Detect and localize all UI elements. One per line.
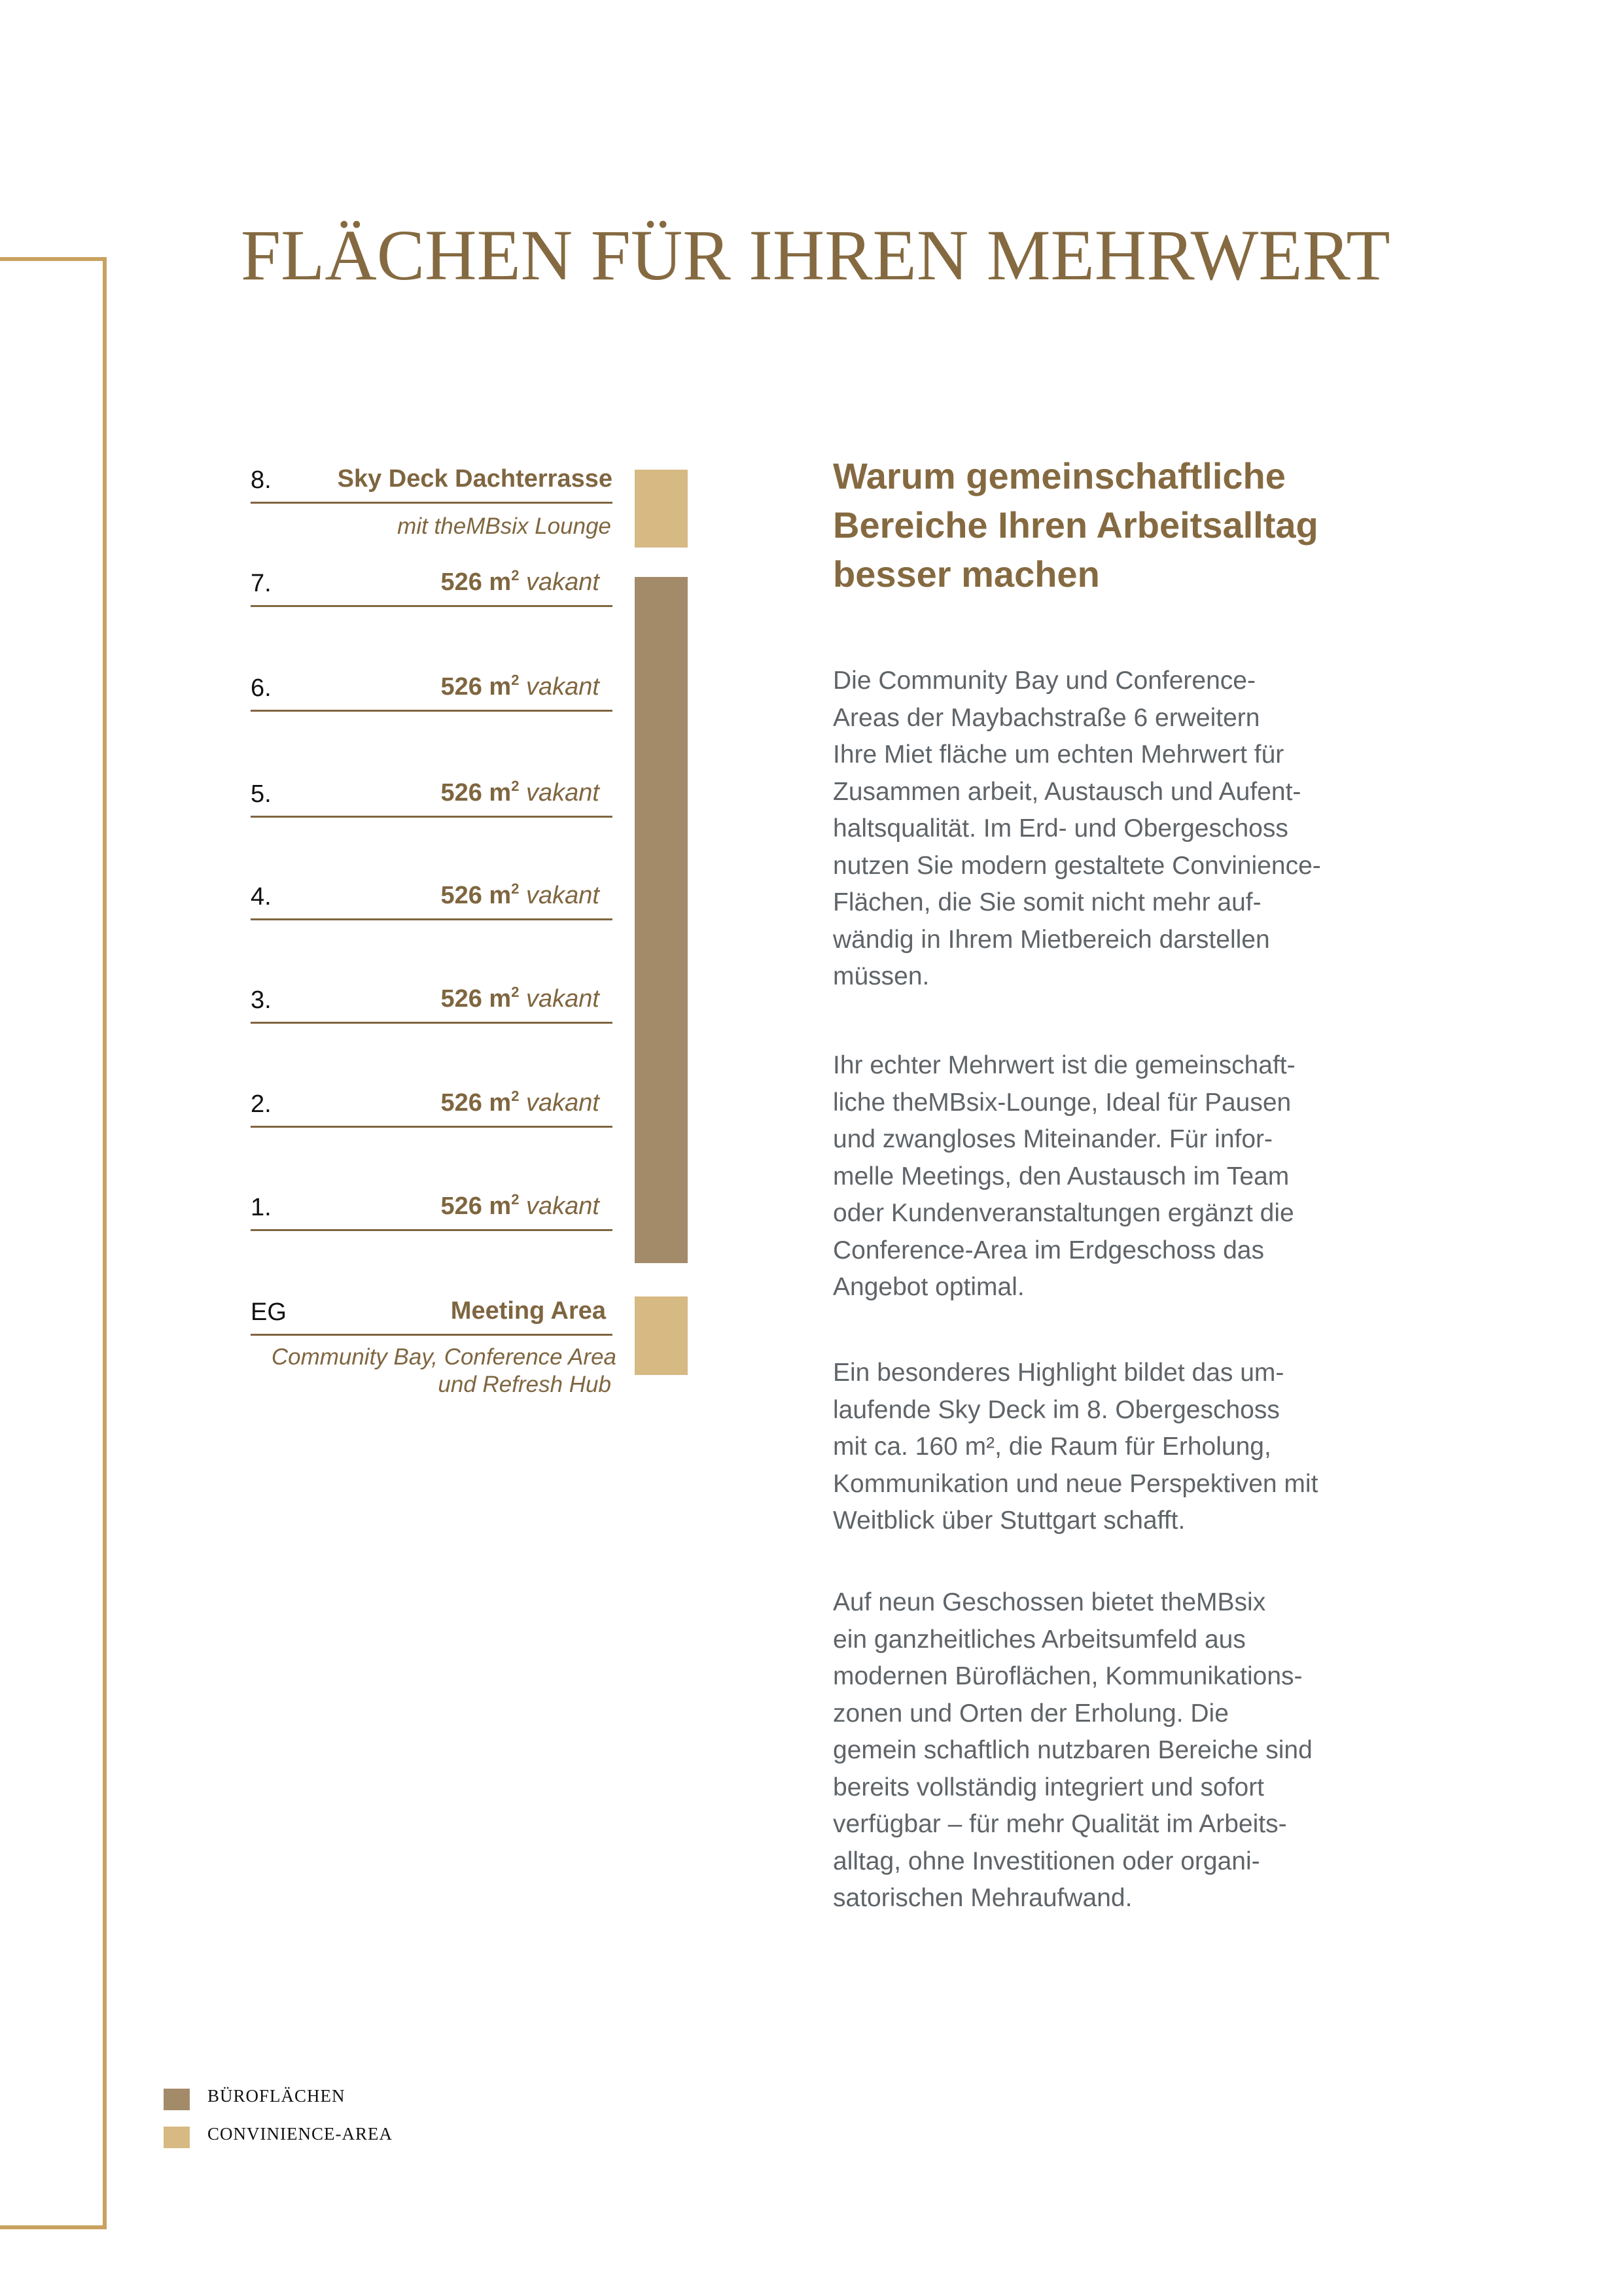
paragraph-line: Ein besonderes Highlight bildet das um- bbox=[833, 1359, 1284, 1387]
area-value: 526 m bbox=[440, 568, 512, 596]
heading-line: Warum gemeinschaftliche bbox=[833, 455, 1286, 496]
frame-top-line bbox=[0, 257, 107, 261]
paragraph-line: Zusammen arbeit, Austausch und Aufent- bbox=[833, 777, 1301, 806]
vacancy-status: vakant bbox=[526, 568, 599, 596]
area-unit-exponent: 2 bbox=[511, 672, 520, 688]
legend-swatch-convenience bbox=[164, 2127, 190, 2148]
paragraph-line: ein ganzheitliches Arbeitsumfeld aus bbox=[833, 1625, 1246, 1654]
paragraph-line: Ihr echter Mehrwert ist die gemeinschaft- bbox=[833, 1051, 1296, 1079]
floor-subtitle: mit theMBsix Lounge bbox=[397, 513, 611, 539]
paragraph-line: müssen. bbox=[833, 962, 930, 990]
floor-divider bbox=[251, 918, 612, 920]
area-value: 526 m bbox=[440, 673, 512, 701]
area-value: 526 m bbox=[440, 882, 512, 909]
floor-divider bbox=[251, 1126, 612, 1128]
paragraph-line: verfügbar – für mehr Qualität im Arbeits- bbox=[833, 1810, 1287, 1838]
floor-area-label bbox=[440, 779, 599, 807]
body-paragraph bbox=[833, 1584, 1487, 1917]
floor-subtitle: Community Bay, Conference Area bbox=[271, 1344, 616, 1370]
paragraph-line: melle Meetings, den Austausch im Team bbox=[833, 1162, 1290, 1191]
floor-number: 7. bbox=[251, 570, 272, 597]
paragraph-line: Conference-Area im Erdgeschoss das bbox=[833, 1236, 1264, 1264]
floor-number: EG bbox=[251, 1298, 287, 1326]
floor-divider bbox=[251, 1334, 612, 1336]
paragraph-line: Weitblick über Stuttgart schafft. bbox=[833, 1506, 1186, 1535]
paragraph-line: haltsqualität. Im Erd- und Obergeschoss bbox=[833, 814, 1288, 843]
vacancy-status: vakant bbox=[526, 882, 599, 909]
area-unit-exponent: 2 bbox=[511, 1088, 520, 1104]
heading-line: besser machen bbox=[833, 553, 1100, 595]
body-paragraph bbox=[833, 1047, 1487, 1306]
bar-convenience-eg bbox=[635, 1296, 688, 1375]
floor-number: 3. bbox=[251, 986, 272, 1014]
paragraph-line: oder Kundenveranstaltungen ergänzt die bbox=[833, 1199, 1294, 1227]
frame-bottom-line bbox=[0, 2225, 107, 2229]
vacancy-status: vakant bbox=[526, 673, 599, 701]
frame-vertical-line bbox=[103, 257, 107, 2229]
section-heading bbox=[833, 451, 1487, 599]
paragraph-line: Flächen, die Sie somit nicht mehr auf- bbox=[833, 888, 1262, 916]
floor-divider bbox=[251, 605, 612, 607]
floor-area-label bbox=[440, 1192, 599, 1221]
area-unit-exponent: 2 bbox=[511, 567, 520, 583]
floor-number: 4. bbox=[251, 883, 272, 911]
floor-area-label bbox=[440, 882, 599, 910]
area-value: 526 m bbox=[440, 779, 512, 807]
area-unit-exponent: 2 bbox=[511, 880, 520, 897]
paragraph-line: Auf neun Geschossen bietet theMBsix bbox=[833, 1588, 1266, 1616]
paragraph-line: Areas der Maybachstraße 6 erweitern bbox=[833, 703, 1260, 732]
page-title: FLÄCHEN FÜR IHREN MEHRWERT bbox=[241, 215, 1390, 295]
bar-office-1-7 bbox=[635, 577, 688, 1263]
paragraph-line: alltag, ohne Investitionen oder organi- bbox=[833, 1847, 1260, 1875]
floor-number: 8. bbox=[251, 466, 272, 494]
floor-divider bbox=[251, 1022, 612, 1024]
bar-convenience-8 bbox=[635, 470, 688, 548]
floor-divider bbox=[251, 502, 612, 504]
paragraph-line: und zwangloses Miteinander. Für infor- bbox=[833, 1125, 1273, 1153]
floor-area-label bbox=[440, 1089, 599, 1117]
floor-title bbox=[451, 1297, 606, 1325]
area-value: 526 m bbox=[440, 1089, 512, 1117]
paragraph-line: zonen und Orten der Erholung. Die bbox=[833, 1699, 1229, 1728]
vacancy-status: vakant bbox=[526, 779, 599, 807]
legend-label-office: BÜROFLÄCHEN bbox=[207, 2086, 345, 2106]
body-paragraph bbox=[833, 1355, 1487, 1540]
body-paragraph bbox=[833, 663, 1487, 996]
floor-divider bbox=[251, 816, 612, 818]
floor-number: 1. bbox=[251, 1194, 272, 1221]
legend-label-convenience: CONVINIENCE-AREA bbox=[207, 2124, 393, 2144]
paragraph-line: Kommunikation und neue Perspektiven mit bbox=[833, 1469, 1318, 1498]
floor-subtitle: und Refresh Hub bbox=[438, 1372, 611, 1397]
floor-divider bbox=[251, 710, 612, 712]
floor-divider bbox=[251, 1229, 612, 1231]
floor-area-label bbox=[440, 568, 599, 597]
paragraph-line: liche theMBsix-Lounge, Ideal für Pausen bbox=[833, 1088, 1292, 1117]
paragraph-line: Ihre Miet fläche um echten Mehrwert für bbox=[833, 740, 1284, 769]
paragraph-line: modernen Büroflächen, Kommunikations- bbox=[833, 1662, 1303, 1690]
floor-area-label bbox=[440, 673, 599, 701]
floor-title bbox=[338, 465, 612, 493]
area-unit-exponent: 2 bbox=[511, 984, 520, 1000]
paragraph-line: Angebot optimal. bbox=[833, 1273, 1025, 1301]
floor-number: 6. bbox=[251, 674, 272, 702]
paragraph-line: laufende Sky Deck im 8. Obergeschoss bbox=[833, 1395, 1280, 1424]
vacancy-status: vakant bbox=[526, 1192, 599, 1220]
heading-line: Bereiche Ihren Arbeitsalltag bbox=[833, 504, 1318, 546]
paragraph-line: Die Community Bay und Conference- bbox=[833, 667, 1256, 695]
floor-area-label bbox=[440, 985, 599, 1013]
area-value: 526 m bbox=[440, 1192, 512, 1220]
paragraph-line: satorischen Mehraufwand. bbox=[833, 1884, 1133, 1912]
legend-swatch-office bbox=[164, 2089, 190, 2110]
floor-title-text: Meeting Area bbox=[450, 1297, 606, 1325]
floor-title-text: Sky Deck Dachterrasse bbox=[337, 465, 612, 493]
paragraph-line: gemein schaftlich nutzbaren Bereiche sind bbox=[833, 1736, 1313, 1764]
paragraph-line: bereits vollständig integriert und sofort bbox=[833, 1773, 1265, 1801]
paragraph-line: mit ca. 160 m², die Raum für Erholung, bbox=[833, 1433, 1271, 1461]
vacancy-status: vakant bbox=[526, 1089, 599, 1117]
area-value: 526 m bbox=[440, 985, 512, 1013]
area-unit-exponent: 2 bbox=[511, 1191, 520, 1208]
paragraph-line: wändig in Ihrem Mietbereich darstellen bbox=[833, 925, 1270, 954]
floor-number: 2. bbox=[251, 1090, 272, 1118]
area-unit-exponent: 2 bbox=[511, 778, 520, 794]
vacancy-status: vakant bbox=[526, 985, 599, 1013]
floor-number: 5. bbox=[251, 780, 272, 808]
paragraph-line: nutzen Sie modern gestaltete Convinience- bbox=[833, 851, 1321, 880]
